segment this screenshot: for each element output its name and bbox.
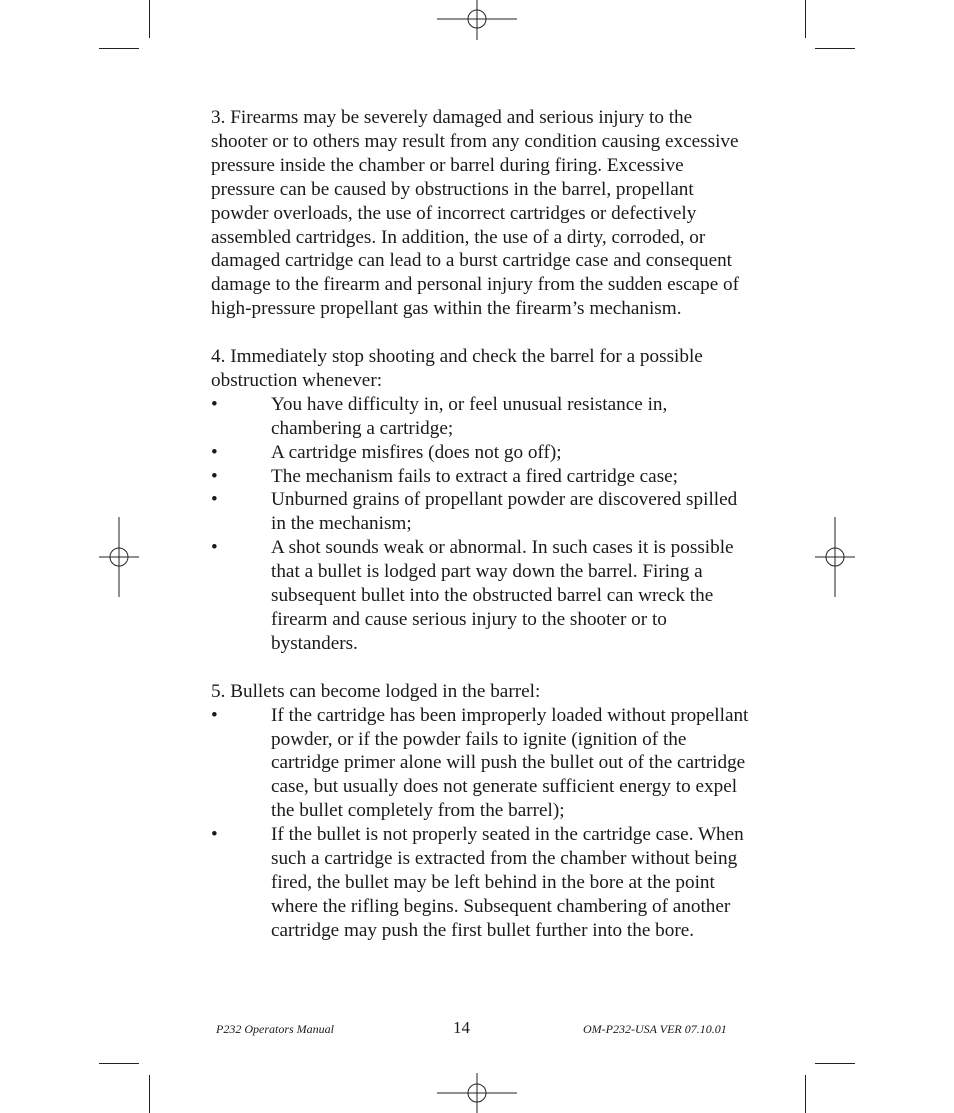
list-item: • Unburned grains of propellant powder are discovered spilled in the mechanism; [211, 489, 738, 535]
list-item: • A cartridge misfires (does not go off); [211, 441, 562, 463]
bullet-icon: • [211, 465, 218, 487]
crop-mark [149, 0, 150, 38]
crop-mark [815, 48, 855, 49]
crop-mark [149, 1075, 150, 1113]
page-content [211, 106, 751, 943]
list-item: • The mechanism fails to extract a fired cartridge case; [211, 465, 679, 487]
crop-mark [99, 1063, 139, 1064]
section-4-bullet-list [211, 393, 751, 656]
footer-version: OM-P232-USA VER 07.10.01 [583, 1022, 727, 1036]
crop-mark [99, 48, 139, 49]
registration-mark-icon [437, 0, 517, 40]
bullet-icon: • [211, 489, 218, 511]
list-item: • A shot sounds weak or abnormal. In such cases it is possible that a bullet is lodged part way down the barrel. Firing a subsequent bullet into the obstructed barrel can wreck the firearm and cause serious injury to the shooter or to bystanders. [211, 537, 734, 654]
crop-mark [805, 1075, 806, 1113]
section-5-bullet-list [211, 704, 751, 943]
bullet-icon: • [211, 704, 218, 726]
crop-mark [805, 0, 806, 38]
section-5-intro: 5. Bullets can become lodged in the barrel: [211, 680, 541, 702]
section-4-intro: 4. Immediately stop shooting and check the barrel for a possible obstruction whenever: [211, 346, 703, 391]
list-item: • If the bullet is not properly seated in the cartridge case. When such a cartridge is extracted from the chamber without being fired, the bullet may be left behind in the bore at the point where the rifling begins. Subsequent chambering of another cartridge may push the first bullet further into the bore. [211, 824, 744, 941]
bullet-icon: • [211, 537, 218, 559]
crop-mark [815, 1063, 855, 1064]
registration-mark-icon [437, 1073, 517, 1113]
registration-mark-icon [99, 517, 139, 597]
registration-mark-icon [815, 517, 855, 597]
bullet-icon: • [211, 393, 218, 415]
section-3-paragraph: 3. Firearms may be severely damaged and serious injury to the shooter or to others may result from any condition causing excessive pressure inside the chamber or barrel during firing. Excessive pressure can be caused by obstructions in the barrel, propellant powder overloads, the use of incorrect cartridges or defectively assembled cartridges. In addition, the use of a dirty, corroded, or damaged cartridge can lead to a burst cartridge case and consequent damage to the firearm and personal injury from the sudden escape of high-pressure propellant gas within the firearm’s mechanism. [211, 107, 739, 320]
page-number: 14 [453, 1018, 470, 1037]
bullet-icon: • [211, 824, 218, 846]
list-item: • If the cartridge has been improperly loaded without propellant powder, or if the powder fails to ignite (ignition of the cartridge primer alone will push the bullet out of the cartridge case, but usually does not generate sufficient energy to expel the bullet completely from the barrel); [211, 704, 749, 822]
bullet-icon: • [211, 441, 218, 463]
list-item: • You have difficulty in, or feel unusual resistance in, chambering a cartridge; [211, 393, 668, 439]
footer-manual-title: P232 Operators Manual [216, 1022, 334, 1036]
